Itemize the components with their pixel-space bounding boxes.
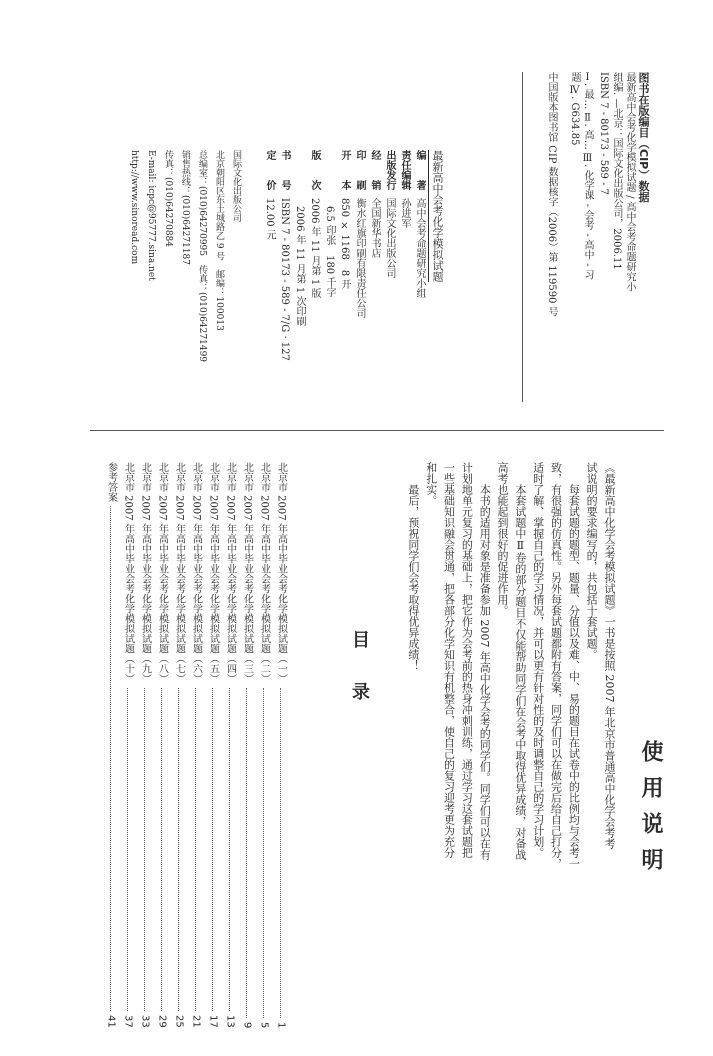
colophon-label: 出版发行 bbox=[384, 150, 395, 190]
publisher-line: E-mail: icpc@95777.sina.net bbox=[146, 150, 156, 281]
colophon-value: 孙进军 bbox=[399, 198, 410, 228]
colophon-label: 编 著 bbox=[414, 150, 425, 190]
colophon-label: 书 号 bbox=[279, 150, 290, 190]
publisher-line: 北京朝阳区东土城路乙 9 号 邮编：100013 bbox=[214, 150, 224, 331]
toc-item-label: 北京市 2007 年高中毕业会考化学模拟试题（十） bbox=[122, 462, 134, 684]
cip-line-1: 最新高中会考化学模拟试题 / 高中会考命题研究小 bbox=[624, 72, 635, 292]
usage-paragraph: 试说明的要求编写的，共包括十套试题。 bbox=[585, 462, 599, 660]
usage-body bbox=[405, 462, 615, 982]
colophon-row bbox=[397, 150, 412, 340]
toc-item-label: 北京市 2007 年高中毕业会考化学模拟试题（三） bbox=[241, 462, 253, 684]
colophon-row bbox=[277, 150, 292, 361]
toc-item[interactable] bbox=[189, 462, 202, 1028]
colophon-row bbox=[337, 150, 352, 340]
toc-item[interactable] bbox=[257, 462, 270, 1028]
usage-paragraph: 和扎实。 bbox=[424, 462, 438, 506]
toc-leader bbox=[144, 688, 145, 1011]
colophon-row bbox=[367, 150, 382, 340]
colophon-value: 全国新华书店 bbox=[369, 198, 380, 258]
usage-paragraph: 计划地单元复习的基础上，把它作为会考前的热身冲刺训练，通过学习这套试题把 bbox=[460, 462, 474, 858]
colophon-row bbox=[307, 150, 322, 340]
toc-item-label: 北京市 2007 年高中毕业会考化学模拟试题（四） bbox=[224, 462, 236, 684]
toc-page-number: 21 bbox=[190, 1015, 202, 1028]
colophon-row bbox=[322, 150, 337, 340]
cip-line-5: 题 Ⅳ. G634.85 bbox=[569, 72, 580, 146]
cip-divider bbox=[522, 72, 523, 402]
toc-leader bbox=[229, 688, 230, 1011]
colophon-row bbox=[292, 150, 307, 340]
toc-item[interactable] bbox=[172, 462, 185, 1028]
toc-page-number: 9 bbox=[241, 1021, 253, 1028]
toc-page-number: 5 bbox=[258, 1021, 270, 1028]
usage-paragraph: 最后，预祝同学们会考取得优异成绩！ bbox=[406, 484, 420, 671]
usage-paragraph: 一些基础知识融会贯通，把各部分化学知识有机整合，使自己的复习迎考更为充分 bbox=[442, 462, 456, 858]
cip-header: 图书在版编目（CIP）数据 bbox=[637, 72, 650, 203]
colophon-row bbox=[382, 150, 397, 340]
toc-item[interactable] bbox=[274, 462, 287, 1028]
toc-leader bbox=[263, 688, 264, 1018]
toc-leader bbox=[246, 688, 247, 1018]
cip-footer: 中国版本图书馆 CIP 数据核字（2006）第 119590 号 bbox=[546, 72, 557, 317]
colophon-label: 定 价 bbox=[264, 150, 275, 190]
publisher-line: http://www.sinoread.com bbox=[129, 150, 139, 265]
colophon-value: 衡水红旗印刷有限责任公司 bbox=[354, 198, 365, 318]
toc-item[interactable] bbox=[240, 462, 253, 1028]
colophon-label: 版 次 bbox=[309, 150, 320, 190]
publisher-line: 国际文化出版公司 bbox=[231, 150, 241, 222]
colophon-value: 2006 年 11 月第 1 次印刷 bbox=[294, 206, 305, 327]
page-divider bbox=[90, 430, 664, 431]
colophon-value: 6.5 印张 180 千字 bbox=[324, 206, 335, 298]
publisher-line: 总编室：(010)64270995 传真：(010)64271499 bbox=[197, 150, 207, 363]
toc-page-number: 33 bbox=[139, 1015, 151, 1028]
usage-paragraph: 本书的适用对象是准备参加 2007 年高中化学会考的同学们。同学们可以在有 bbox=[478, 484, 492, 860]
toc-leader bbox=[195, 688, 196, 1011]
toc-leader bbox=[127, 688, 128, 1011]
usage-paragraph: 每套试题的题型、题量、分值以及难、中、易的题目在试卷中的比例均与会考一 bbox=[567, 484, 581, 869]
colophon-value: 12.00 元 bbox=[264, 198, 275, 240]
publisher-line: 传真：(010)64270884 bbox=[163, 150, 173, 248]
toc-leader bbox=[178, 688, 179, 1011]
toc-page-number: 37 bbox=[122, 1015, 134, 1028]
toc-item-label: 参考答案 bbox=[105, 462, 117, 502]
cip-line-4: Ⅰ. 最… Ⅱ. 高… Ⅲ. 化学课 - 会考 - 高中 - 习 bbox=[582, 72, 593, 280]
colophon-value: 850 × 1168 8 开 bbox=[339, 198, 350, 290]
toc-item-label: 北京市 2007 年高中毕业会考化学模拟试题（八） bbox=[156, 462, 168, 684]
toc-item[interactable] bbox=[138, 462, 151, 1028]
cip-line-2: 组编. —北京：国际文化出版公司，2006.11 bbox=[611, 72, 622, 270]
toc-item[interactable] bbox=[104, 462, 117, 1028]
toc-item-label: 北京市 2007 年高中毕业会考化学模拟试题（九） bbox=[139, 462, 151, 684]
toc-item-label: 北京市 2007 年高中毕业会考化学模拟试题（二） bbox=[258, 462, 270, 684]
colophon-table bbox=[252, 150, 427, 361]
colophon-value: 高中会考命题研究小组 bbox=[414, 198, 425, 298]
toc-item-label: 北京市 2007 年高中毕业会考化学模拟试题（七） bbox=[173, 462, 185, 684]
usage-paragraph: 致，有很强的仿真性。另外每套试题都附有答案，同学们可以在做完后给自己打分， bbox=[549, 462, 563, 869]
colophon-label: 印 刷 bbox=[354, 150, 365, 190]
colophon-value: ISBN 7 - 80173 - 589 - 7/G · 127 bbox=[279, 198, 290, 361]
toc-item-label: 北京市 2007 年高中毕业会考化学模拟试题（一） bbox=[275, 462, 287, 684]
toc-item-label: 北京市 2007 年高中毕业会考化学模拟试题（五） bbox=[207, 462, 219, 684]
toc-item[interactable] bbox=[155, 462, 168, 1028]
book-title: 最新高中会考化学模拟试题 bbox=[431, 150, 444, 282]
toc-item[interactable] bbox=[206, 462, 219, 1028]
toc-leader bbox=[161, 688, 162, 1011]
toc-title: 目 录 bbox=[349, 630, 370, 708]
toc-page-number: 1 bbox=[275, 1021, 287, 1028]
cip-line-3: ISBN 7 - 80173 - 589 - 7 bbox=[598, 72, 609, 195]
toc-leader bbox=[110, 506, 111, 1011]
usage-title: 使用说明 bbox=[638, 740, 664, 884]
toc-page-number: 41 bbox=[105, 1015, 117, 1028]
colophon-value: 2006 年 11 月第 1 版 bbox=[309, 198, 320, 299]
publisher-info bbox=[110, 150, 240, 370]
toc-page-number: 13 bbox=[224, 1015, 236, 1028]
toc-page-number: 17 bbox=[207, 1015, 219, 1028]
colophon-row bbox=[262, 150, 277, 340]
usage-paragraph: 本套试题中Ⅱ卷的部分题目不仅能帮助同学们在会考中取得优异成绩，对备战 bbox=[513, 484, 527, 860]
publisher-line: 销售热线：(010)64271187 bbox=[180, 150, 190, 266]
toc-item[interactable] bbox=[121, 462, 134, 1028]
colophon-label: 经 销 bbox=[369, 150, 380, 190]
toc-leader bbox=[280, 688, 281, 1018]
colophon-row bbox=[412, 150, 427, 340]
toc-item-label: 北京市 2007 年高中毕业会考化学模拟试题（六） bbox=[190, 462, 202, 684]
colophon-value: 国际文化出版公司 bbox=[384, 198, 395, 278]
colophon-row bbox=[352, 150, 367, 340]
toc-item[interactable] bbox=[223, 462, 236, 1028]
toc-list bbox=[105, 462, 287, 1028]
colophon-label: 开 本 bbox=[339, 150, 350, 190]
toc-leader bbox=[212, 688, 213, 1011]
toc-page-number: 29 bbox=[156, 1015, 168, 1028]
usage-paragraph: 高考也能起到很好的促进作用。 bbox=[496, 462, 510, 616]
usage-paragraph: 《最新高中化学会考模拟试题》一书是按照 2007 年北京市普通高中化学会考考 bbox=[603, 462, 616, 849]
toc-page-number: 25 bbox=[173, 1015, 185, 1028]
colophon-label: 责任编辑 bbox=[399, 150, 410, 190]
usage-paragraph: 适时了解、掌握自己的学习情况，并可以更有针对性的及时调整自己的学习计划。 bbox=[531, 462, 545, 858]
